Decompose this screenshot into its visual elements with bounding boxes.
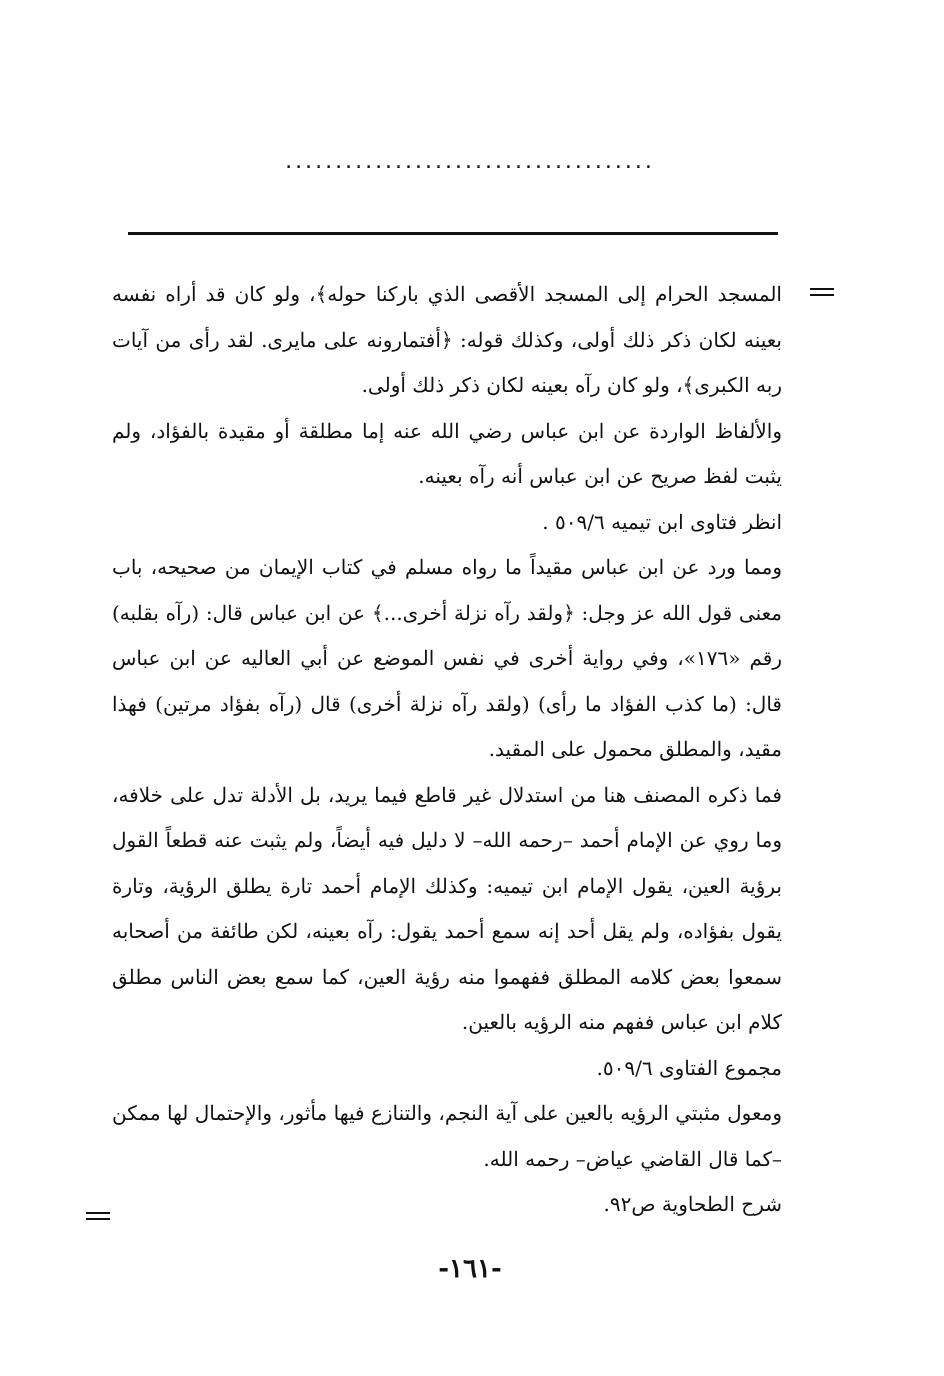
footnote-body — [112, 272, 782, 1228]
citation: شرح الطحاوية ص٩٢. — [603, 1192, 782, 1216]
continuation-marker-bottom — [86, 1212, 110, 1215]
horizontal-rule — [128, 232, 778, 235]
page-number: -١٦١- — [438, 1254, 502, 1284]
dotted-separator: ..................................... — [285, 150, 655, 174]
citation: انظر فتاوى ابن تيميه ٥٠٩/٦ . — [542, 509, 782, 534]
continuation-marker-top — [810, 288, 834, 291]
paragraph: والألفاظ الواردة عن ابن عباس رضي الله عنه إما مطلقة أو مقيدة بالفؤاد، ولم يثبت لفظ صريح عن ابن عباس أنه رآه بعينه. — [112, 418, 782, 488]
paragraph: فما ذكره المصنف هنا من استدلال غير قاطع فيما يريد، بل الأدلة تدل على خلافه، وما روي عن الإمام أحمد –رحمه الله– لا دليل فيه أيضاً، ولم يثبت عنه قطعاً القول برؤية العين، يقول الإمام ابن تيميه: وكذلك الإمام أحمد تارة يطلق الرؤية، وتارة يقول بفؤاده، ولم يقل أحد إنه سمع أحمد يقول: رآه بعينه، لكن طائفة من أصحابه سمعوا بعض كلامه المطلق ففهموا منه رؤية العين، كما سمع بعض الناس مطلق كلام ابن عباس ففهم منه الرؤيه بالعين. — [112, 782, 782, 1034]
paragraph: ومعول مثبتي الرؤيه بالعين على آية النجم، والتنازع فيها مأثور، والإحتمال لها ممكن –كما قال القاضي عياض– رحمه الله. — [112, 1101, 782, 1171]
citation: مجموع الفتاوى ٥٠٩/٦. — [596, 1055, 782, 1080]
paragraph: المسجد الحرام إلى المسجد الأقصى الذي باركنا حوله﴾، ولو كان قد أراه نفسه بعينه لكان ذكر ذلك أولى، وكذلك قوله: ﴿أفتمارونه على مايرى. لقد رأى من آيات ربه الكبرى﴾، ولو كان رآه بعينه لكان ذكر ذلك أولى. — [112, 282, 782, 397]
paragraph: ومما ورد عن ابن عباس مقيداً ما رواه مسلم في كتاب الإيمان من صحيحه، باب معنى قول الله عز وجل: ﴿ولقد رآه نزلة أخرى...﴾ عن ابن عباس قال: (رآه بقلبه) رقم «١٧٦»، وفي رواية أخرى في نفس الموضع عن أبي العاليه عن ابن عباس قال: (ما كذب الفؤاد ما رأى) (ولقد رآه نزلة أخرى) قال (رآه بفؤاد مرتين) فهذا مقيد، والمطلق محمول على المقيد. — [112, 555, 783, 761]
